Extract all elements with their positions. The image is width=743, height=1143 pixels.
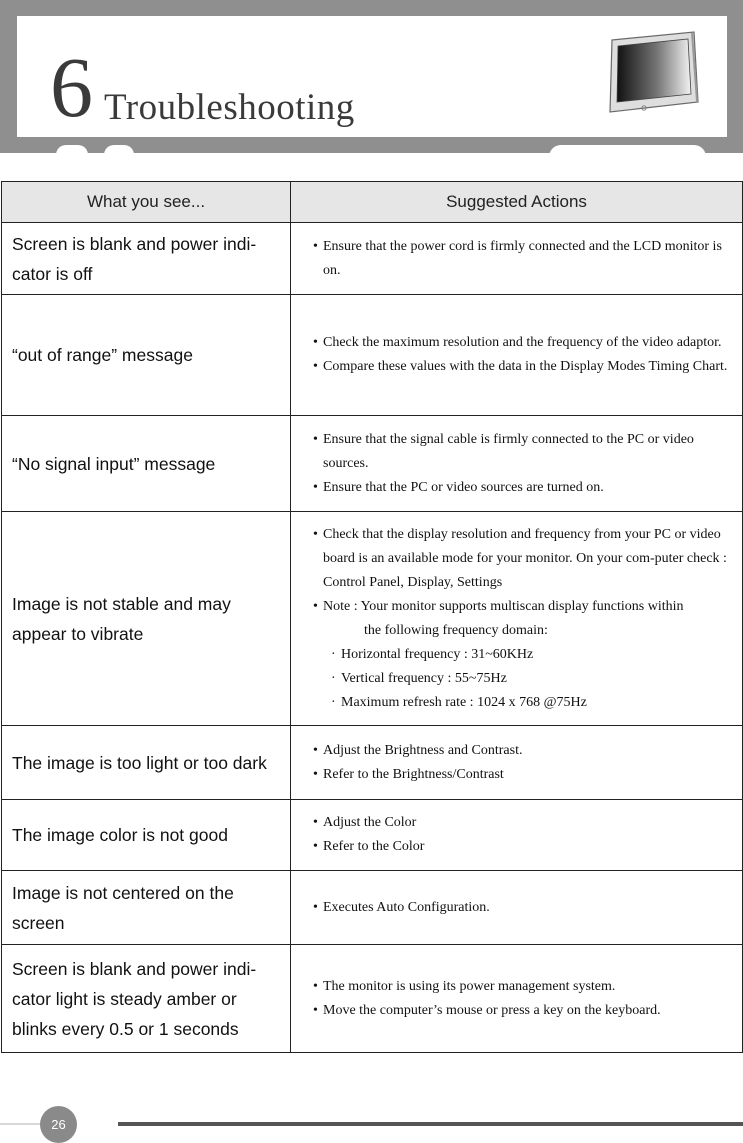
issue-text: Screen is blank and power indi-cator is off [2, 223, 291, 295]
action-item: • Ensure that the signal cable is firmly connected to the PC or video sources. [313, 428, 736, 476]
actions-cell [291, 945, 743, 1053]
action-item: • Refer to the Color [313, 835, 736, 859]
actions-cell [291, 800, 743, 871]
table-row [2, 871, 743, 945]
table-row [2, 416, 743, 512]
issue-text: The image color is not good [2, 800, 291, 871]
column-header: Suggested Actions [291, 182, 743, 223]
actions-cell [291, 295, 743, 416]
actions-cell [291, 726, 743, 800]
table-row [2, 800, 743, 871]
actions-cell [291, 512, 743, 726]
column-header: What you see... [2, 182, 291, 223]
table-row [2, 726, 743, 800]
table-row [2, 945, 743, 1053]
header-tab [549, 145, 706, 161]
note-label: • Note : Your monitor supports multiscan display functions within [313, 595, 736, 619]
issue-text: The image is too light or too dark [2, 726, 291, 800]
issue-text: Image is not stable and may appear to vibrate [2, 512, 291, 726]
actions-cell [291, 416, 743, 512]
action-item: • Adjust the Color [313, 811, 736, 835]
action-item: • Executes Auto Configuration. [313, 896, 736, 920]
footer-rule [118, 1122, 743, 1126]
note-item: · Vertical frequency : 55~75Hz [313, 667, 736, 691]
issue-text: Screen is blank and power indi-cator light is steady amber or blinks every 0.5 or 1 seconds [2, 945, 291, 1053]
action-item: • Ensure that the PC or video sources are turned on. [313, 476, 736, 500]
header-tab [104, 145, 134, 161]
actions-cell [291, 871, 743, 945]
table-header-row [2, 182, 743, 223]
action-item: • Check that the display resolution and frequency from your PC or video board is an available mode for your monitor. On your com-puter check : Control Panel, Display, Settings [313, 523, 736, 595]
action-item: • Refer to the Brightness/Contrast [313, 763, 736, 787]
monitor-icon [604, 30, 700, 120]
action-item: • Move the computer’s mouse or press a key on the keyboard. [313, 999, 736, 1023]
issue-text: “No signal input” message [2, 416, 291, 512]
header-tab [56, 145, 88, 161]
note-item: · Maximum refresh rate : 1024 x 768 @75Hz [313, 691, 736, 715]
chapter-title: Troubleshooting [104, 87, 355, 128]
page-number: 26 [40, 1106, 77, 1143]
issue-text: Image is not centered on the screen [2, 871, 291, 945]
action-item: • Ensure that the power cord is firmly connected and the LCD monitor is on. [313, 235, 736, 283]
table-row [2, 295, 743, 416]
actions-cell [291, 223, 743, 295]
action-item: • Adjust the Brightness and Contrast. [313, 739, 736, 763]
action-item: • The monitor is using its power management system. [313, 975, 736, 999]
note-item: · Horizontal frequency : 31~60KHz [313, 643, 736, 667]
action-item: • Check the maximum resolution and the frequency of the video adaptor. [313, 331, 736, 355]
chapter-number: 6 [50, 39, 93, 135]
action-item: • Compare these values with the data in the Display Modes Timing Chart. [313, 355, 736, 379]
troubleshooting-table [1, 181, 743, 1053]
table-row [2, 223, 743, 295]
note-continuation: the following frequency domain: [364, 622, 548, 638]
issue-text: “out of range” message [2, 295, 291, 416]
table-row [2, 512, 743, 726]
